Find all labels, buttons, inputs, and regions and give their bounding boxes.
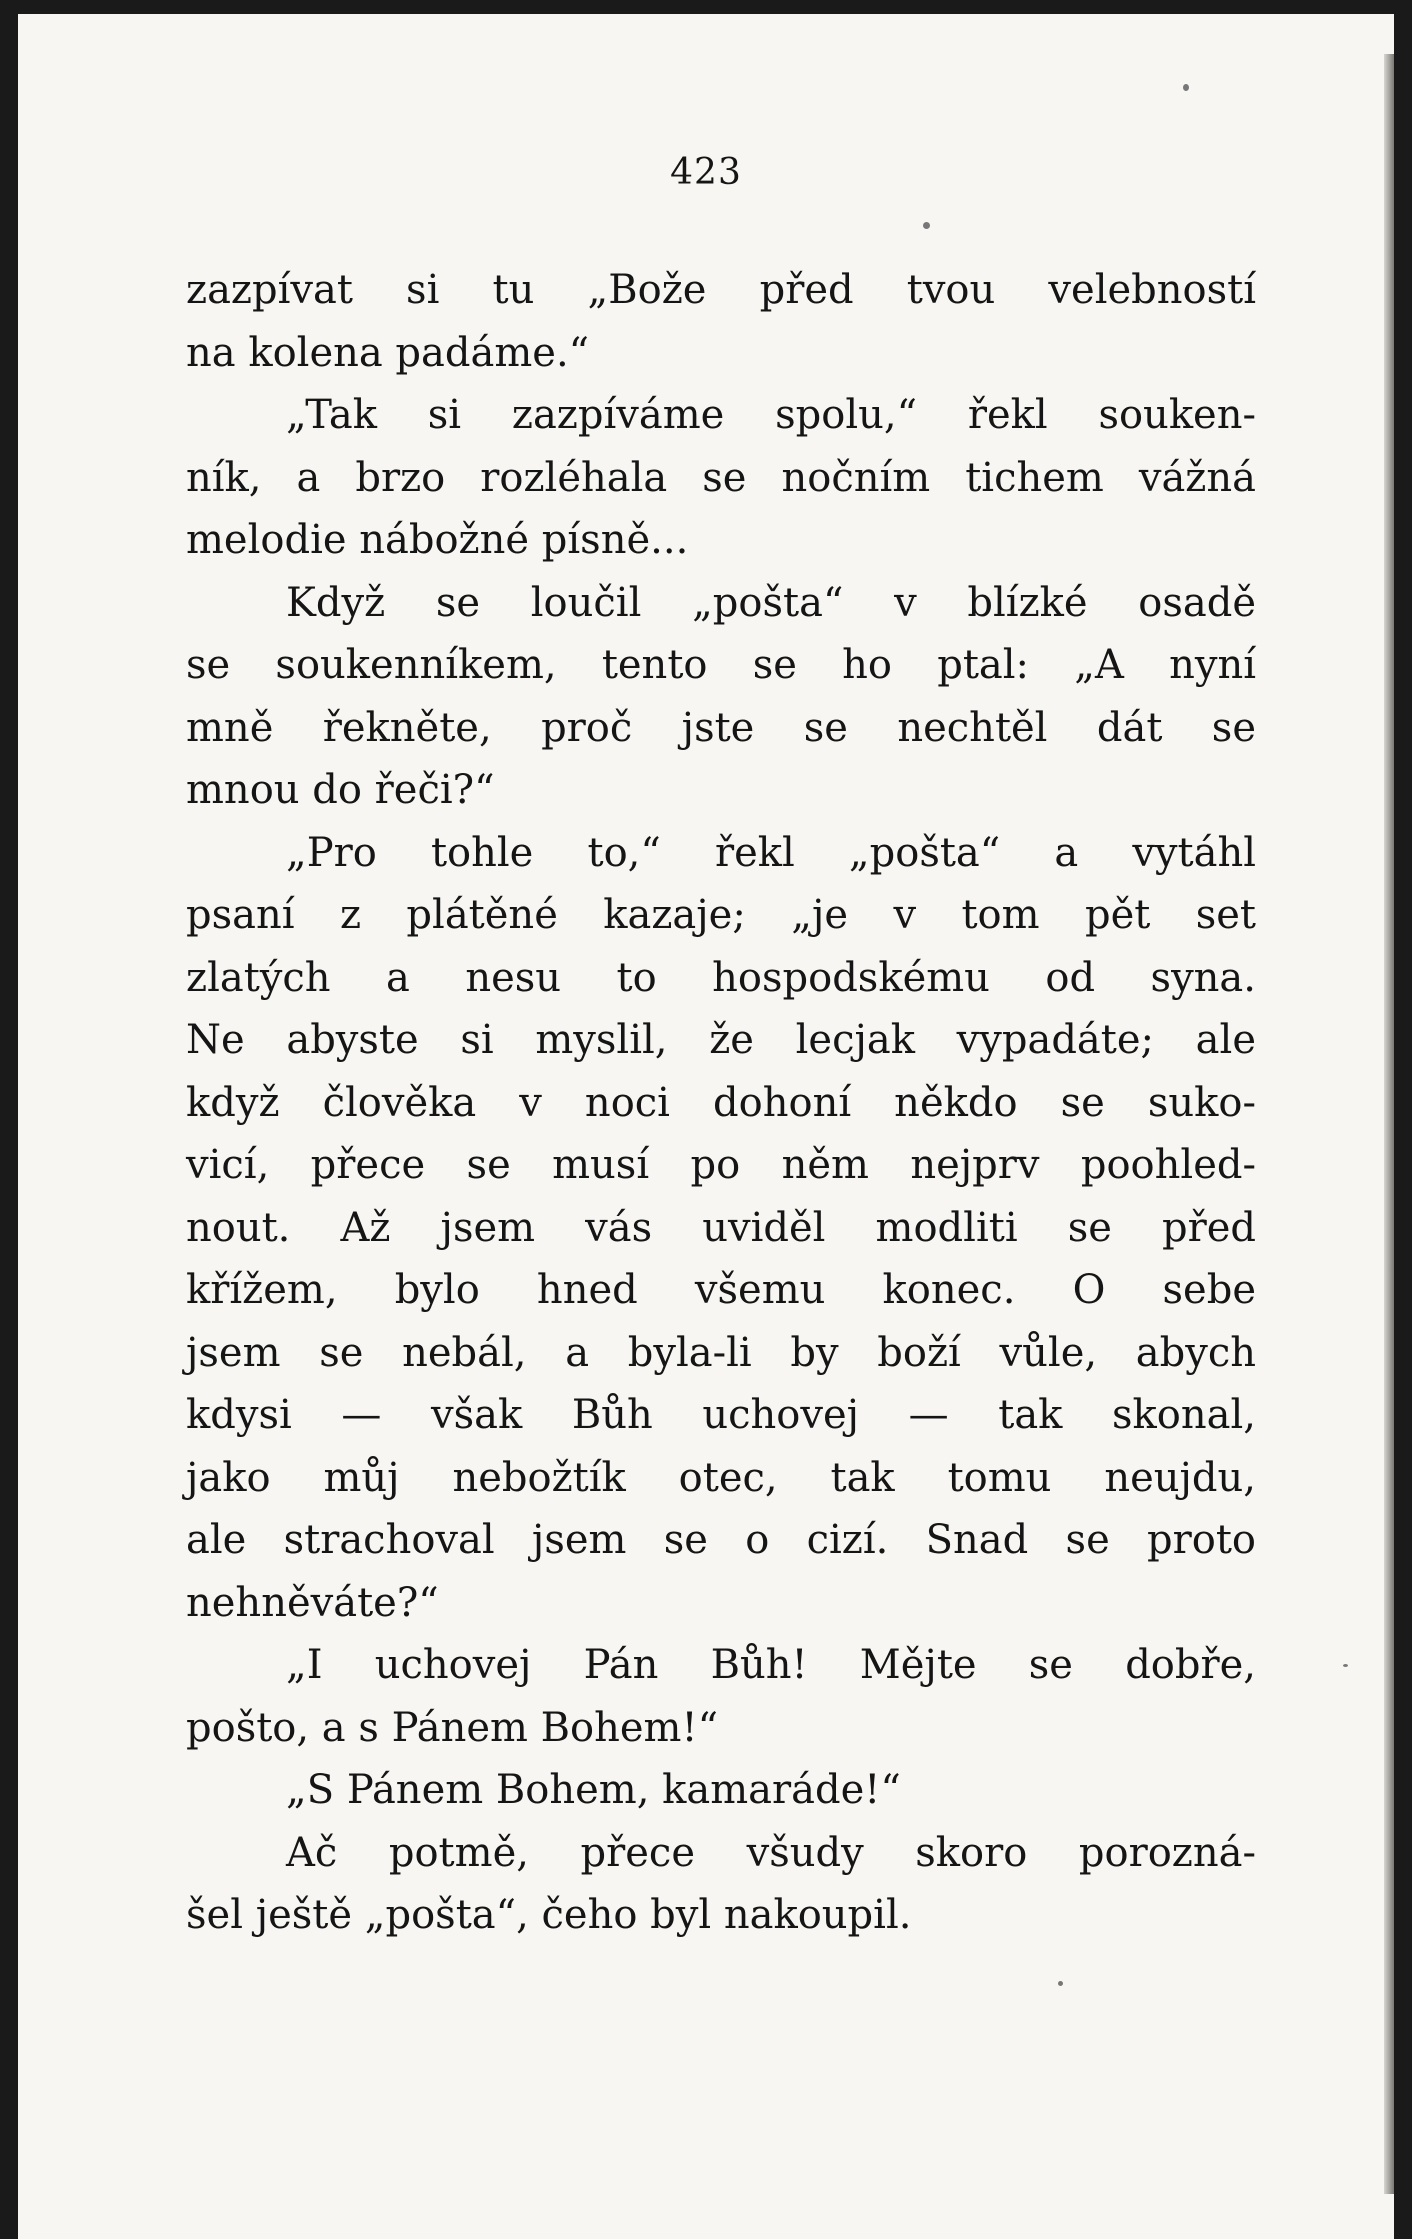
speck-mark [923, 222, 930, 229]
text-line: „Tak si zazpíváme spolu,“ řekl souken- [286, 392, 1256, 438]
text-line: mně řekněte, proč jste se nechtěl dát se [186, 704, 1256, 751]
text-line: „Pro tohle to,“ řekl „pošta“ a vytáhl [286, 829, 1256, 876]
text-line: Ne abyste si myslil, že lecjak vypadáte; ale [186, 1017, 1256, 1063]
text-line: zlatých a nesu to hospodskému od syna. [186, 954, 1256, 1001]
speck-mark [1343, 1664, 1348, 1667]
book-page [18, 14, 1394, 2239]
text-line: nehněváte?“ [186, 1579, 439, 1626]
page-number: 423 [670, 152, 742, 193]
text-line: se soukenníkem, tento se ho ptal: „A nyní [186, 642, 1256, 688]
text-line: pošto, a s Pánem Bohem!“ [186, 1704, 719, 1751]
text-line: melodie nábožné písně... [186, 517, 689, 563]
speck-mark [1058, 1981, 1063, 1986]
text-line: Když se loučil „pošta“ v blízké osadě [286, 579, 1256, 626]
text-line: ník, a brzo rozléhala se nočním tichem vážná [186, 454, 1256, 501]
text-line: jsem se nebál, a byla-li by boží vůle, abych [186, 1329, 1256, 1376]
text-line: psaní z plátěné kazaje; „je v tom pět set [186, 892, 1256, 938]
text-line: ale strachoval jsem se o cizí. Snad se proto [186, 1517, 1256, 1563]
text-line: Ač potmě, přece všudy skoro porozná- [286, 1829, 1256, 1876]
text-line: šel ještě „pošta“, čeho byl nakoupil. [186, 1892, 912, 1938]
page-edge-shadow [1384, 54, 1394, 2194]
text-line: jako můj nebožtík otec, tak tomu neujdu, [186, 1454, 1256, 1501]
text-line: křížem, bylo hned všemu konec. O sebe [186, 1267, 1256, 1313]
text-line: „S Pánem Bohem, kamaráde!“ [286, 1767, 901, 1813]
text-line: kdysi — však Bůh uchovej — tak skonal, [186, 1392, 1256, 1438]
text-line: na kolena padáme.“ [186, 329, 590, 376]
text-line: vicí, přece se musí po něm nejprv poohled- [186, 1142, 1256, 1188]
body-text [186, 259, 1256, 1947]
text-line: nout. Až jsem vás uviděl modliti se před [186, 1204, 1256, 1251]
text-line: „I uchovej Pán Bůh! Mějte se dobře, [286, 1642, 1256, 1688]
text-line: když člověka v noci dohoní někdo se suko- [186, 1079, 1256, 1126]
speck-mark [1183, 84, 1189, 91]
text-line: mnou do řeči?“ [186, 767, 495, 813]
text-line: zazpívat si tu „Bože před tvou velebností [186, 267, 1256, 313]
